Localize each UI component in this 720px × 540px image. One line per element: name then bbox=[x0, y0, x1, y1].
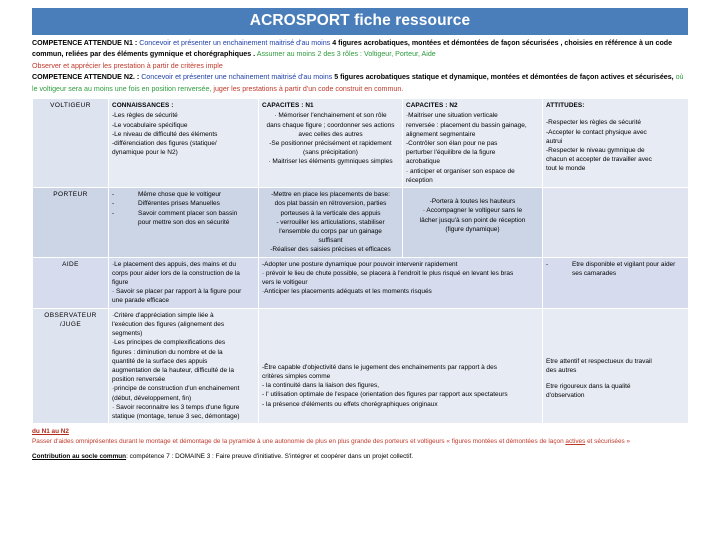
list-item: quantité de la surface des appuis bbox=[112, 357, 208, 365]
list-item: Etre rigoureux dans la qualité bbox=[546, 383, 631, 391]
list-item: -Se positionner précisément et rapidement bbox=[269, 139, 392, 147]
list-item: Différentes prises Manuelles bbox=[138, 200, 220, 208]
dash-marker: - bbox=[112, 191, 115, 199]
socle-label: Contribution au socle commun bbox=[32, 453, 127, 461]
connaissances-cell-porteur bbox=[109, 188, 259, 258]
competence-n2-label: COMPETENCE ATTENDUE N2. : bbox=[32, 73, 140, 82]
intro-block bbox=[32, 35, 688, 97]
table-row bbox=[33, 308, 689, 424]
list-item: -différenciation des figures (statique/ bbox=[112, 139, 217, 147]
list-item: -Accepter le contact physique avec bbox=[546, 128, 647, 136]
capacites-n2-list-porteur bbox=[406, 197, 539, 234]
list-item: -Le vocabulaire spécifique bbox=[112, 121, 188, 129]
spacer bbox=[406, 190, 539, 197]
col-header-capacites-n1: CAPACITES : N1 bbox=[262, 102, 314, 110]
list-item: - verrouiller les articulations, stabiliser bbox=[276, 218, 385, 226]
spacer bbox=[546, 111, 685, 118]
list-item: ·Maitriser une situation verticale bbox=[406, 112, 498, 120]
dash-marker: - bbox=[112, 209, 115, 217]
role-cell-porteur: PORTEUR bbox=[33, 188, 109, 258]
footer-heading-text: du N1 au N2 bbox=[32, 428, 69, 436]
list-item: ·Le placement des appuis, des mains et du bbox=[112, 260, 236, 268]
list-item: -Adopter une posture dynamique pour pouvoir intervenir rapidement bbox=[262, 260, 458, 268]
footer-socle bbox=[32, 452, 688, 462]
list-item: Etre disponible et vigilant pour aider ses camarades bbox=[572, 260, 676, 277]
list-item: · anticiper et organiser son espace de bbox=[406, 167, 515, 175]
list-item: tout le monde bbox=[546, 165, 586, 173]
role-cell-aide: AIDE bbox=[33, 257, 109, 308]
dash-line bbox=[546, 260, 685, 278]
list-item: position renversée bbox=[112, 376, 166, 384]
competence-n1-blue: Concevoir et présenter un enchainement maitrisé d'au moins bbox=[139, 38, 331, 47]
observer-line: Observer et apprécier les prestation à partir de critères imple bbox=[32, 61, 223, 70]
col-header-attitudes: ATTITUDES: bbox=[546, 102, 585, 110]
connaissances-list-aide bbox=[112, 260, 255, 306]
list-item: -Mettre en place les placements de base: bbox=[271, 191, 390, 199]
competence-n2-red: juger les prestations à partir d'un code construit en commun. bbox=[213, 84, 404, 93]
list-item: ·Les principes de complexifications des bbox=[112, 339, 226, 347]
list-item: · Savoir reconnaitre les 3 temps d'une figure bbox=[112, 403, 240, 411]
list-item: · Maitriser les éléments gymniques simples bbox=[268, 158, 393, 166]
table-row bbox=[33, 188, 689, 258]
capacites-n2-cell-voltigeur bbox=[403, 99, 543, 188]
list-item: ·Anticiper les placements adéquats et les moments risqués bbox=[262, 288, 432, 296]
intro-line-2 bbox=[32, 61, 688, 72]
competence-n1-black: 4 figures acrobatiques, montées et démontées de façon sécurisées , choisies en référence à un code commun, reliées par des éléments gymnique et chorégraphiques . bbox=[32, 38, 673, 59]
list-item: des autres bbox=[546, 366, 577, 374]
spacer bbox=[546, 375, 685, 382]
list-item: · Savoir se placer par rapport à la figure pour bbox=[112, 288, 242, 296]
list-item: acrobatique bbox=[406, 158, 440, 166]
footer-body-end: et sécurisées » bbox=[587, 438, 631, 446]
attitudes-cell-voltigeur bbox=[543, 99, 689, 188]
capacites-n2-list-voltigeur bbox=[406, 111, 539, 185]
dash-line bbox=[112, 190, 255, 199]
list-item: vers le voltigeur bbox=[262, 279, 308, 287]
list-item: pour mettre son dos en sécurité bbox=[138, 218, 230, 226]
list-item: renversée : placement du bassin gainage, bbox=[406, 121, 527, 129]
list-item: statique (montage, tenue 3 sec, démontage) bbox=[112, 413, 240, 421]
list-item: figure bbox=[112, 279, 129, 287]
capacites-n2-cell-porteur bbox=[403, 188, 543, 258]
list-item: - la présence d'éléments ou effets chorégraphiques originaux bbox=[262, 400, 438, 408]
footer-body-underline: actives bbox=[565, 438, 586, 446]
table-row bbox=[33, 257, 689, 308]
list-item: porteuses à la verticale des appuis bbox=[280, 209, 381, 217]
list-item: · Mémoriser l'enchainement et son rôle bbox=[274, 112, 387, 120]
list-item: Etre attentif et respectueux du travail bbox=[546, 357, 652, 365]
list-item: Savoir comment placer son bassin bbox=[138, 209, 238, 217]
list-item: · prévoir le lieu de chute possible, se placera à l'endroit le plus risqué en levant les bras bbox=[262, 269, 514, 277]
dash-marker: - bbox=[112, 200, 115, 208]
attitudes-cell-observateur bbox=[543, 308, 689, 424]
dash-line bbox=[112, 209, 255, 218]
capacites-cell-observateur bbox=[259, 308, 543, 424]
connaissances-list-voltigeur bbox=[112, 111, 255, 157]
list-item: corps pour aider lors de la construction de la bbox=[112, 269, 240, 277]
dash-line bbox=[112, 199, 255, 208]
list-item: réception bbox=[406, 176, 433, 184]
list-item: -Réaliser des saisies précises et efficaces bbox=[270, 246, 391, 254]
list-item: d'observation bbox=[546, 392, 585, 400]
list-item: Même chose que le voltigeur bbox=[138, 191, 222, 199]
document-body bbox=[32, 8, 688, 462]
list-item: -Respecter les règles de sécurité bbox=[546, 119, 642, 127]
attitudes-cell-porteur bbox=[543, 188, 689, 258]
competence-n2-green: où le voltigeur sera au moins une fois en position renversée, bbox=[32, 73, 684, 93]
list-item: avec celles des autres bbox=[298, 130, 363, 138]
list-item: chacun et accepter de travailler avec bbox=[546, 156, 652, 164]
list-item: segments) bbox=[112, 330, 143, 338]
connaissances-list-observateur bbox=[112, 311, 255, 422]
list-item: dans chaque figure ; coordonner ses actions bbox=[266, 121, 395, 129]
list-item: suffisant bbox=[318, 237, 343, 245]
list-item: ·principe de construction d'un enchainement bbox=[112, 385, 240, 393]
col-header-capacites-n2: CAPACITES : N2 bbox=[406, 102, 458, 110]
table-row bbox=[33, 99, 689, 188]
spacer bbox=[546, 311, 685, 357]
col-header-connaissances: CONNAISSANCES : bbox=[112, 102, 174, 110]
list-item: -Les règles de sécurité bbox=[112, 112, 178, 120]
capacites-n1-list-porteur bbox=[262, 190, 399, 255]
spacer bbox=[262, 311, 539, 363]
list-item: (début, développement, fin) bbox=[112, 394, 192, 402]
socle-text: : compétence 7 : DOMAINE 3 : Faire preuve d'initiative. S'intégrer et coopérer dans un projet collectif. bbox=[126, 453, 414, 461]
attitudes-list-observateur-2 bbox=[546, 382, 685, 400]
role-cell-voltigeur: VOLTIGEUR bbox=[33, 99, 109, 188]
list-item: figures : diminution du nombre et de la bbox=[112, 348, 223, 356]
attitudes-list-voltigeur bbox=[546, 118, 685, 173]
list-item: -Portera à toutes les hauteurs bbox=[429, 198, 516, 206]
intro-line-3 bbox=[32, 72, 688, 95]
connaissances-cell-observateur bbox=[109, 308, 259, 424]
intro-line-1 bbox=[32, 38, 688, 61]
competence-n1-label: COMPETENCE ATTENDUE N1 : bbox=[32, 38, 138, 47]
list-item: · Accompagner le voltigeur sans le bbox=[422, 207, 523, 215]
role-cell-observateur: OBSERVATEUR /JUGE bbox=[33, 308, 109, 424]
dash-marker: - bbox=[546, 260, 549, 268]
list-item: dynamique pour le N2) bbox=[112, 149, 178, 157]
ressource-table bbox=[32, 98, 689, 424]
list-item: -Contrôler son élan pour ne pas bbox=[406, 139, 498, 147]
list-item: l'exécution des figures (alignement des bbox=[112, 320, 225, 328]
list-item: -Respecter le niveau gymnique de bbox=[546, 146, 645, 154]
attitudes-list-observateur bbox=[546, 357, 685, 375]
capacites-n1-cell-porteur bbox=[259, 188, 403, 258]
dash-line bbox=[112, 218, 255, 227]
dash-marker bbox=[112, 218, 134, 227]
list-item: ·Critère d'appréciation simple liée à bbox=[112, 311, 214, 319]
list-item: lâcher jusqu'à son point de réception bbox=[419, 216, 526, 224]
capacites-n2-list-observateur bbox=[262, 363, 539, 409]
competence-n1-green: Assumer au moins 2 des 3 rôles : Voltigeur, Porteur, Aide bbox=[256, 50, 436, 59]
list-item: augmentation de la hauteur, difficulté de la bbox=[112, 367, 235, 375]
list-item: - la continuité dans la liaison des figures, bbox=[262, 382, 380, 390]
capacites-n2-list-aide bbox=[262, 260, 539, 297]
capacites-n1-cell-voltigeur bbox=[259, 99, 403, 188]
list-item: dos plat bassin en rétroversion, parties bbox=[274, 200, 387, 208]
footer-body bbox=[32, 437, 688, 447]
footer-body-text: Passer d'aides omniprésentes durant le montage et démontage de la pyramide à une autonomie de plus en plus grande des porteurs et voltigeurs « figures montées et démontées de laçon bbox=[32, 438, 564, 446]
list-item: une parade efficace bbox=[112, 297, 169, 305]
competence-n2-blue: Concevoir et présenter une nchainement maitrisé d'au moins bbox=[141, 73, 333, 82]
list-item: -Le niveau de difficulté des éléments bbox=[112, 130, 218, 138]
list-item: -Être capable d'objectivité dans le jugement des enchainements par rapport à des bbox=[262, 363, 498, 371]
document-title: ACROSPORT fiche ressource bbox=[32, 8, 688, 35]
list-item: perturber l'équilibre de la figure bbox=[406, 149, 496, 157]
competence-n2-black: 5 figures acrobatiques statique et dynamique, montées et démontées de façon actives et sécurisées, bbox=[334, 73, 674, 82]
attitudes-cell-aide bbox=[543, 257, 689, 308]
connaissances-cell-aide bbox=[109, 257, 259, 308]
list-item: alignement segmentaire bbox=[406, 130, 476, 138]
footer-block bbox=[32, 424, 688, 462]
capacites-n1-list-voltigeur bbox=[262, 111, 399, 166]
list-item: - l' utilisation optimale de l'espace (orientation des figures par rapport aux spectateurs bbox=[262, 391, 508, 399]
capacites-cell-aide bbox=[259, 257, 543, 308]
list-item: l'ensemble du corps par un gainage bbox=[279, 227, 382, 235]
list-item: critères simples comme bbox=[262, 372, 331, 380]
connaissances-cell-voltigeur bbox=[109, 99, 259, 188]
list-item: (figure dynamique) bbox=[445, 225, 500, 233]
list-item: autrui bbox=[546, 137, 563, 145]
list-item: (sans précipitation) bbox=[303, 149, 358, 157]
footer-heading bbox=[32, 427, 688, 437]
